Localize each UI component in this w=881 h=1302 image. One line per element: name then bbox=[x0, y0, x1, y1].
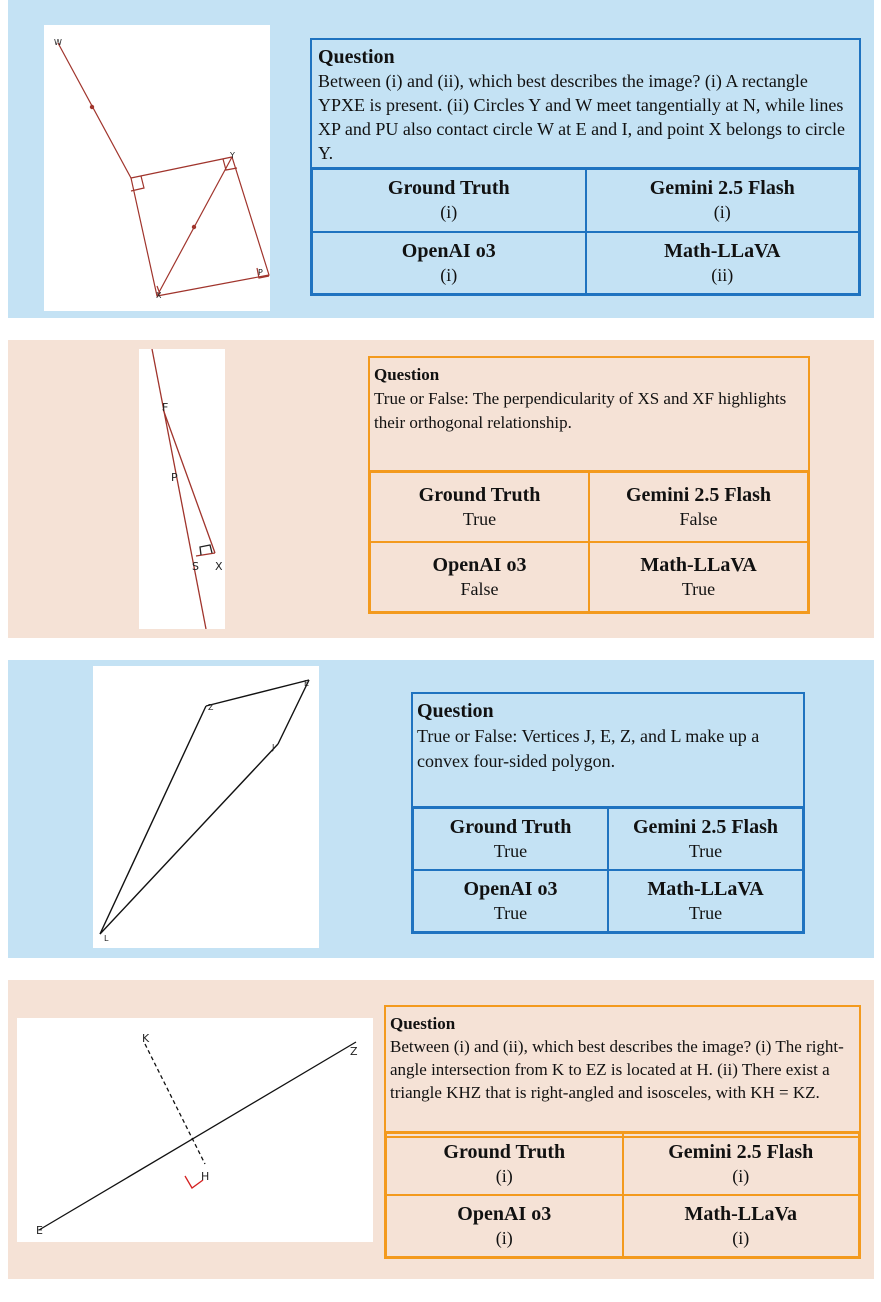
geometry-figure-2 bbox=[139, 349, 225, 629]
answer-cell-ground-truth bbox=[370, 472, 589, 542]
answer-cell-math-llava bbox=[586, 232, 860, 295]
answer-value: True bbox=[493, 841, 528, 861]
figure-label-p: P bbox=[171, 471, 178, 484]
answer-cell-gemini bbox=[608, 808, 803, 870]
answer-value: (i) bbox=[732, 1166, 750, 1186]
answer-value: (i) bbox=[713, 202, 731, 223]
answer-value: (i) bbox=[732, 1228, 750, 1248]
figure-label-x: X bbox=[215, 560, 223, 573]
answer-value: True bbox=[688, 903, 723, 923]
answer-cell-openai bbox=[386, 1195, 623, 1257]
question-label: Question bbox=[390, 1014, 456, 1033]
answer-value: False bbox=[460, 579, 499, 599]
panel-1 bbox=[8, 0, 874, 318]
question-box bbox=[310, 38, 861, 169]
question-text: Between (i) and (ii), which best describes the image? (i) The right-angle intersection from K to EZ is located at H. (ii) There exist a triangle KHZ that is right-angled and isosceles, with KH = KZ. bbox=[390, 1037, 844, 1102]
panel-3 bbox=[8, 660, 874, 958]
answer-cell-openai bbox=[370, 542, 589, 612]
answer-value: (ii) bbox=[711, 264, 734, 285]
figure-label-z: Z bbox=[208, 703, 214, 712]
answer-header: Math-LLaVA bbox=[647, 878, 764, 900]
question-text: True or False: Vertices J, E, Z, and L make up a convex four-sided polygon. bbox=[417, 726, 760, 771]
answer-value: True bbox=[462, 509, 497, 529]
answer-cell-math-llava bbox=[589, 542, 808, 612]
figure-label-j: J bbox=[272, 743, 275, 752]
answer-header: Ground Truth bbox=[443, 1141, 566, 1163]
answer-header: Gemini 2.5 Flash bbox=[668, 1141, 814, 1163]
answer-cell-gemini bbox=[589, 472, 808, 542]
figure-label-y: Y bbox=[230, 151, 235, 160]
answer-header: Math-LLaVA bbox=[640, 554, 757, 576]
answer-header: Gemini 2.5 Flash bbox=[632, 816, 778, 838]
answer-cell-ground-truth bbox=[312, 169, 586, 232]
answer-value: (i) bbox=[440, 264, 458, 285]
answer-header: Gemini 2.5 Flash bbox=[625, 484, 771, 506]
answer-value: (i) bbox=[495, 1228, 513, 1248]
answer-header: Math-LLaVa bbox=[684, 1203, 798, 1225]
question-label: Question bbox=[318, 46, 395, 68]
answer-header: Math-LLaVA bbox=[664, 239, 781, 262]
answer-table bbox=[411, 806, 805, 934]
answer-header: Gemini 2.5 Flash bbox=[649, 177, 795, 200]
answer-value: False bbox=[679, 509, 718, 529]
answer-header: OpenAI o3 bbox=[463, 878, 558, 900]
panel-2 bbox=[8, 340, 874, 638]
figure-label-f: F bbox=[162, 401, 169, 414]
question-text: Between (i) and (ii), which best describes the image? (i) A rectangle YPXE is present. (ii) Circles Y and W meet tangentially at N, while lines XP and PU also contact circle W at E and I, and point X belongs to circle Y. bbox=[318, 71, 846, 163]
answer-value: (i) bbox=[440, 202, 458, 223]
geometry-figure-3 bbox=[93, 666, 319, 948]
answer-cell-openai bbox=[413, 870, 608, 932]
answer-cell-math-llava bbox=[623, 1195, 860, 1257]
answer-header: OpenAI o3 bbox=[457, 1203, 552, 1225]
answer-table bbox=[310, 167, 861, 296]
figure-label-p: P bbox=[258, 268, 263, 277]
question-text: True or False: The perpendicularity of XS and XF highlights their orthogonal relationship. bbox=[374, 389, 787, 432]
figure-label-k: K bbox=[142, 1032, 150, 1045]
answer-value: True bbox=[688, 841, 723, 861]
figure-label-x: X bbox=[156, 291, 162, 300]
answer-table bbox=[384, 1131, 861, 1259]
answer-header: Ground Truth bbox=[387, 177, 510, 200]
answer-cell-ground-truth bbox=[386, 1133, 623, 1195]
answer-cell-ground-truth bbox=[413, 808, 608, 870]
answer-cell-math-llava bbox=[608, 870, 803, 932]
figure-label-w: W bbox=[54, 38, 62, 47]
figure-label-e: E bbox=[304, 679, 310, 688]
question-box bbox=[384, 1005, 861, 1138]
answer-value: True bbox=[681, 579, 716, 599]
panel-4 bbox=[8, 980, 874, 1279]
answer-header: Ground Truth bbox=[449, 816, 572, 838]
figure-label-s: S bbox=[192, 560, 199, 573]
answer-table bbox=[368, 470, 810, 614]
answer-cell-gemini bbox=[623, 1133, 860, 1195]
figure-label-l: L bbox=[104, 934, 109, 943]
answer-header: OpenAI o3 bbox=[401, 239, 496, 262]
question-box bbox=[411, 692, 805, 808]
answer-value: (i) bbox=[495, 1166, 513, 1186]
answer-cell-openai bbox=[312, 232, 586, 295]
figure-label-z: Z bbox=[350, 1045, 358, 1058]
figure-label-e: E bbox=[36, 1224, 43, 1237]
answer-header: OpenAI o3 bbox=[432, 554, 527, 576]
answer-header: Ground Truth bbox=[418, 484, 541, 506]
answer-cell-gemini bbox=[586, 169, 860, 232]
question-label: Question bbox=[374, 365, 440, 384]
geometry-figure-4 bbox=[17, 1018, 373, 1242]
question-label: Question bbox=[417, 700, 494, 722]
answer-value: True bbox=[493, 903, 528, 923]
question-box bbox=[368, 356, 810, 472]
geometry-figure-1 bbox=[44, 25, 270, 311]
figure-label-h: H bbox=[201, 1170, 210, 1183]
